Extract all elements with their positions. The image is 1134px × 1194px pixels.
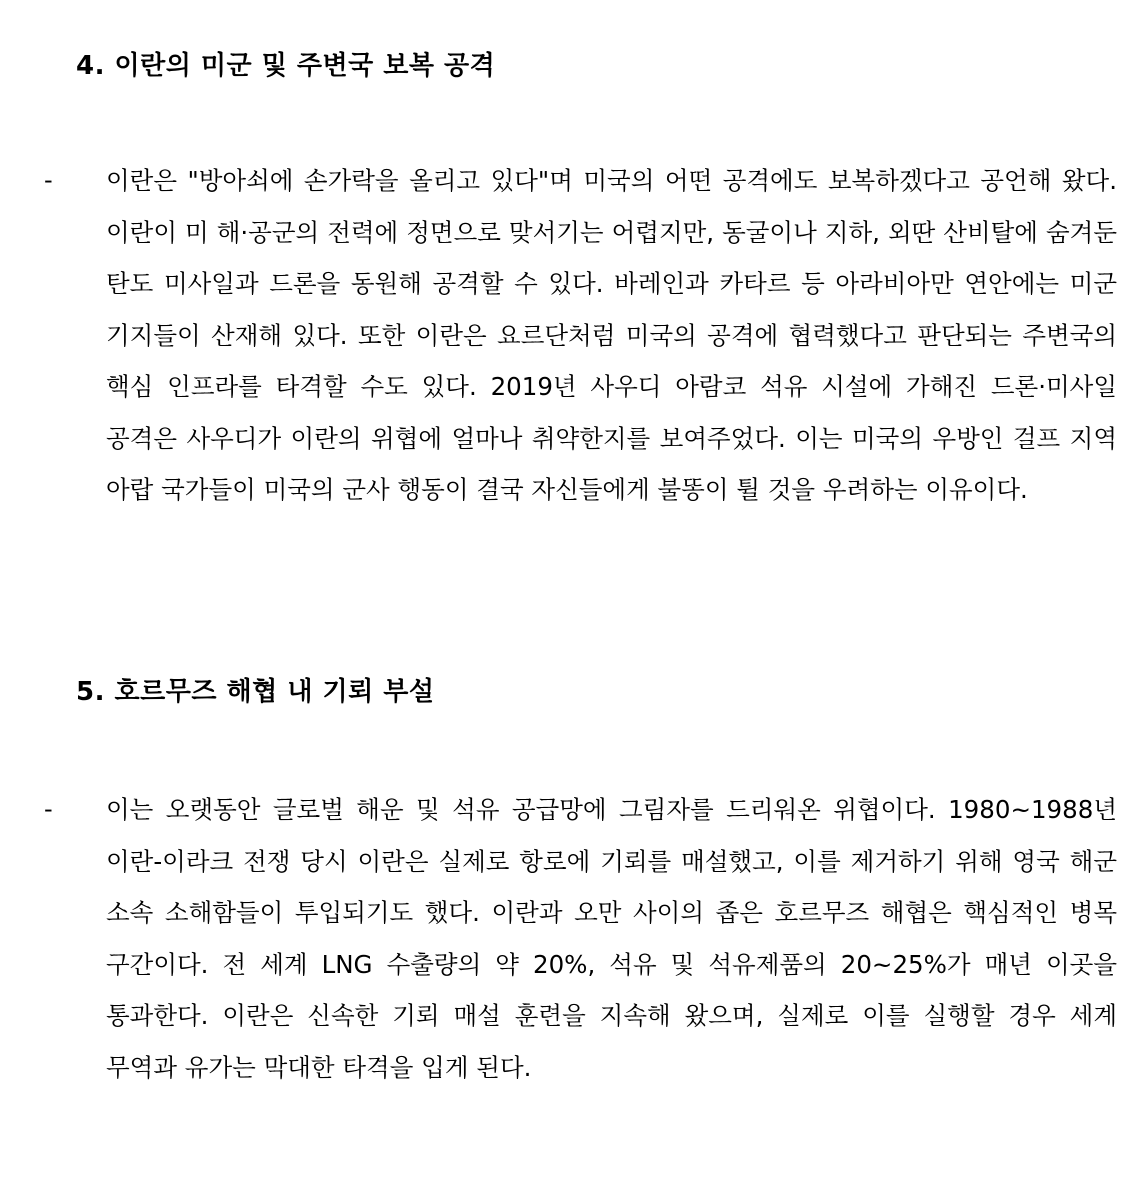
bullet-dash: - (44, 166, 53, 194)
bullet-dash: - (44, 795, 53, 823)
section-body-4: 이란은 "방아쇠에 손가락을 올리고 있다"며 미국의 어떤 공격에도 보복하겠다고 공언해 왔다. 이란이 미 해·공군의 전력에 정면으로 맞서기는 어렵지만, 동굴이나 지하, 외딴 산비탈에 숨겨둔 탄도 미사일과 드론을 동원해 공격할 수 있다. 바레인과 카타르 등 아라비아만 연안에는 미군 기지들이 산재해 있다. 또한 이란은 요르단처럼 미국의 공격에 협력했다고 판단되는 주변국의 핵심 인프라를 타격할 수도 있다. 2019년 사우디 아람코 석유 시설에 가해진 드론·미사일 공격은 사우디가 이란의 위협에 얼마나 취약한지를 보여주었다. 이는 미국의 우방인 걸프 지역 아랍 국가들이 미국의 군사 행동이 결국 자신들에게 불똥이 튈 것을 우려하는 이유이다. (106, 166, 1117, 504)
section-heading-5: 5. 호르무즈 해협 내 기뢰 부설 (76, 677, 435, 707)
section-heading-4: 4. 이란의 미군 및 주변국 보복 공격 (76, 51, 496, 81)
section-body-5: 이는 오랫동안 글로벌 해운 및 석유 공급망에 그림자를 드리워온 위협이다. 1980~1988년 이란-이라크 전쟁 당시 이란은 실제로 항로에 기뢰를 매설했고, 이를 제거하기 위해 영국 해군 소속 소해함들이 투입되기도 했다. 이란과 오만 사이의 좁은 호르무즈 해협은 핵심적인 병목 구간이다. 전 세계 LNG 수출량의 약 20%, 석유 및 석유제품의 20~25%가 매년 이곳을 통과한다. 이란은 신속한 기뢰 매설 훈련을 지속해 왔으며, 실제로 이를 실행할 경우 세계 무역과 유가는 막대한 타격을 입게 된다. (106, 795, 1117, 1082)
